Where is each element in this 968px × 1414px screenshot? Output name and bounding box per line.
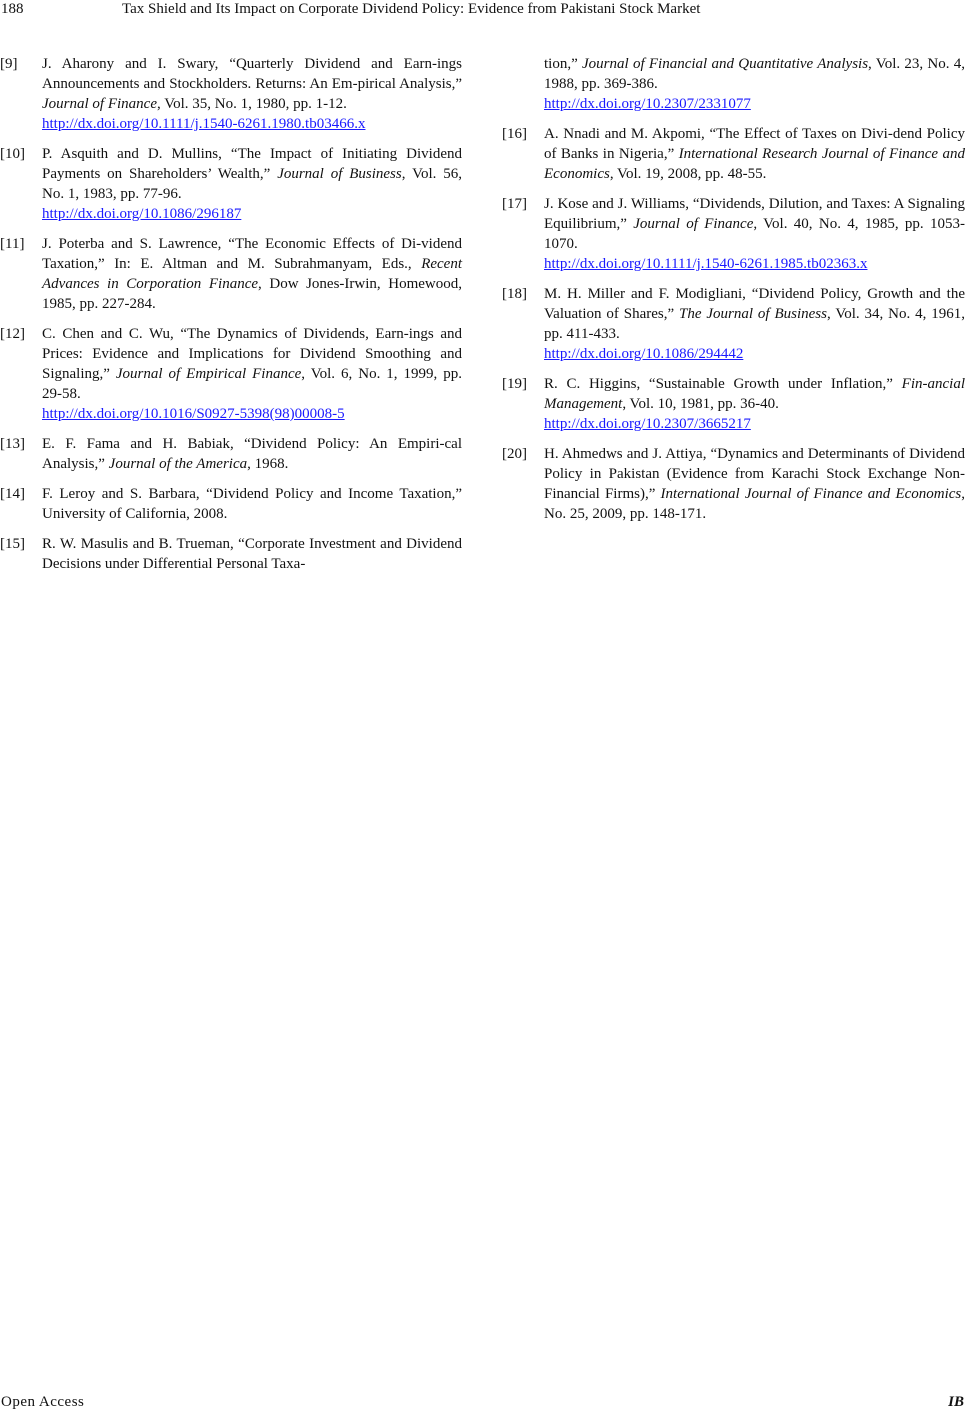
reference-authors-title: E. F. Fama and H. Babiak, “Dividend Policy: An Empiri-cal Analysis,” [42, 436, 462, 472]
reference-number: [11] [0, 236, 25, 252]
reference-entry [0, 484, 462, 524]
reference-details: , Vol. 56, No. 1, 1983, pp. 77-96. [42, 166, 462, 202]
journal-abbreviation: IB [948, 1394, 964, 1410]
reference-doi-link[interactable]: http://dx.doi.org/10.1111/j.1540-6261.1980.tb03466.x [42, 116, 366, 132]
reference-entry [0, 324, 462, 424]
reference-authors-title: J. Poterba and S. Lawrence, “The Economic Effects of Di-vidend Taxation,” In: E. Altman and M. Subrahmanyam, Eds., [42, 236, 462, 272]
reference-entry [502, 284, 965, 364]
reference-authors-title: tion,” [544, 56, 583, 72]
reference-journal: Fin-ancial Management [544, 376, 965, 412]
reference-number: [15] [0, 536, 25, 552]
reference-entry [0, 234, 462, 314]
reference-journal: Journal of Empirical Finance [115, 366, 302, 382]
reference-text [42, 484, 462, 524]
reference-number: [10] [0, 146, 25, 162]
reference-authors-title: F. Leroy and S. Barbara, “Dividend Policy and Income Taxation,” University of California, 2008. [42, 486, 462, 522]
reference-authors-title: P. Asquith and D. Mullins, “The Impact of Initiating Dividend Payments on Shareholders’ Wealth,” [42, 146, 462, 182]
reference-text [42, 234, 462, 314]
reference-number: [20] [502, 446, 527, 462]
reference-text [544, 54, 965, 114]
reference-journal: Journal of Finance [42, 96, 157, 112]
reference-text [42, 534, 462, 574]
reference-authors-title: A. Nnadi and M. Akpomi, “The Effect of Taxes on Divi-dend Policy of Banks in Nigeria,” [544, 126, 965, 162]
reference-authors-title: J. Aharony and I. Swary, “Quarterly Dividend and Earn-ings Announcements and Stockholders. Returns: An Em-pirical Analysis,” [42, 56, 462, 92]
running-title: Tax Shield and Its Impact on Corporate Dividend Policy: Evidence from Pakistani Stock Market [122, 1, 701, 17]
reference-details: , Vol. 40, No. 4, 1985, pp. 1053-1070. [544, 216, 965, 252]
reference-number: [17] [502, 196, 527, 212]
open-access-label: Open Access [1, 1394, 85, 1410]
reference-authors-title: M. H. Miller and F. Modigliani, “Dividend Policy, Growth and the Valuation of Shares,” [544, 286, 965, 322]
reference-doi-link[interactable]: http://dx.doi.org/10.1086/294442 [544, 346, 744, 362]
reference-entry [0, 534, 462, 574]
reference-entry [502, 54, 965, 114]
reference-details: , Vol. 10, 1981, pp. 36-40. [622, 396, 779, 412]
reference-details: , Vol. 6, No. 1, 1999, pp. 29-58. [42, 366, 462, 402]
reference-journal: Recent Advances in Corporation Finance [42, 256, 462, 292]
reference-authors-title: R. C. Higgins, “Sustainable Growth under Inflation,” [544, 376, 902, 392]
reference-journal: Journal of Financial and Quantitative Analysis [582, 56, 869, 72]
reference-number: [13] [0, 436, 25, 452]
reference-details: , Vol. 23, No. 4, 1988, pp. 369-386. [544, 56, 965, 92]
reference-entry [0, 434, 462, 474]
references-right-column [502, 54, 965, 534]
reference-entry [502, 444, 965, 524]
reference-details: , Vol. 34, No. 4, 1961, pp. 411-433. [544, 306, 965, 342]
reference-text [544, 374, 965, 434]
page-header [0, 0, 968, 20]
reference-doi-link[interactable]: http://dx.doi.org/10.1111/j.1540-6261.1985.tb02363.x [544, 256, 868, 272]
reference-number: [12] [0, 326, 25, 342]
reference-entry [0, 54, 462, 134]
reference-details: , 1968. [247, 456, 289, 472]
reference-journal: Journal of Business [277, 166, 402, 182]
reference-number: [14] [0, 486, 25, 502]
reference-doi-link[interactable]: http://dx.doi.org/10.2307/2331077 [544, 96, 751, 112]
reference-text [42, 324, 462, 424]
reference-details: , No. 25, 2009, pp. 148-171. [544, 486, 966, 522]
reference-entry [502, 124, 965, 184]
reference-journal: International Research Journal of Finance and Economics [544, 146, 965, 182]
reference-journal: Journal of Finance [633, 216, 754, 232]
reference-details: , Dow Jones-Irwin, Homewood, 1985, pp. 227-284. [42, 276, 462, 312]
reference-text [544, 194, 965, 274]
reference-authors-title: R. W. Masulis and B. Trueman, “Corporate Investment and Dividend Decisions under Differential Personal Taxa- [42, 536, 462, 572]
reference-number: [9] [0, 56, 18, 72]
reference-entry [502, 194, 965, 274]
reference-number: [16] [502, 126, 527, 142]
reference-authors-title: C. Chen and C. Wu, “The Dynamics of Dividends, Earn-ings and Prices: Evidence and Implications for Dividend Smoothing and Signaling,” [42, 326, 462, 382]
reference-text [42, 434, 462, 474]
references-left-column [0, 54, 462, 584]
reference-text [42, 144, 462, 224]
reference-text [544, 124, 965, 184]
reference-details: , Vol. 19, 2008, pp. 48-55. [609, 166, 767, 182]
reference-entry [502, 374, 965, 434]
reference-text [544, 284, 965, 364]
reference-text [42, 54, 462, 134]
reference-doi-link[interactable]: http://dx.doi.org/10.2307/3665217 [544, 416, 751, 432]
reference-authors-title: J. Kose and J. Williams, “Dividends, Dilution, and Taxes: A Signaling Equilibrium,” [544, 196, 965, 232]
reference-journal: Journal of the America [108, 456, 248, 472]
reference-entry [0, 144, 462, 224]
reference-number: [19] [502, 376, 527, 392]
reference-doi-link[interactable]: http://dx.doi.org/10.1016/S0927-5398(98)00008-5 [42, 406, 345, 422]
reference-number: [18] [502, 286, 527, 302]
reference-journal: The Journal of Business [679, 306, 827, 322]
reference-journal: International Journal of Finance and Economics [660, 486, 962, 502]
page-footer [0, 1392, 968, 1414]
reference-authors-title: H. Ahmedws and J. Attiya, “Dynamics and Determinants of Dividend Policy in Pakistan (Evidence from Karachi Stock Exchange Non-Financial Firms),” [544, 446, 965, 502]
reference-details: , Vol. 35, No. 1, 1980, pp. 1-12. [156, 96, 347, 112]
page-number: 188 [1, 1, 24, 17]
reference-text [544, 444, 965, 524]
reference-doi-link[interactable]: http://dx.doi.org/10.1086/296187 [42, 206, 242, 222]
